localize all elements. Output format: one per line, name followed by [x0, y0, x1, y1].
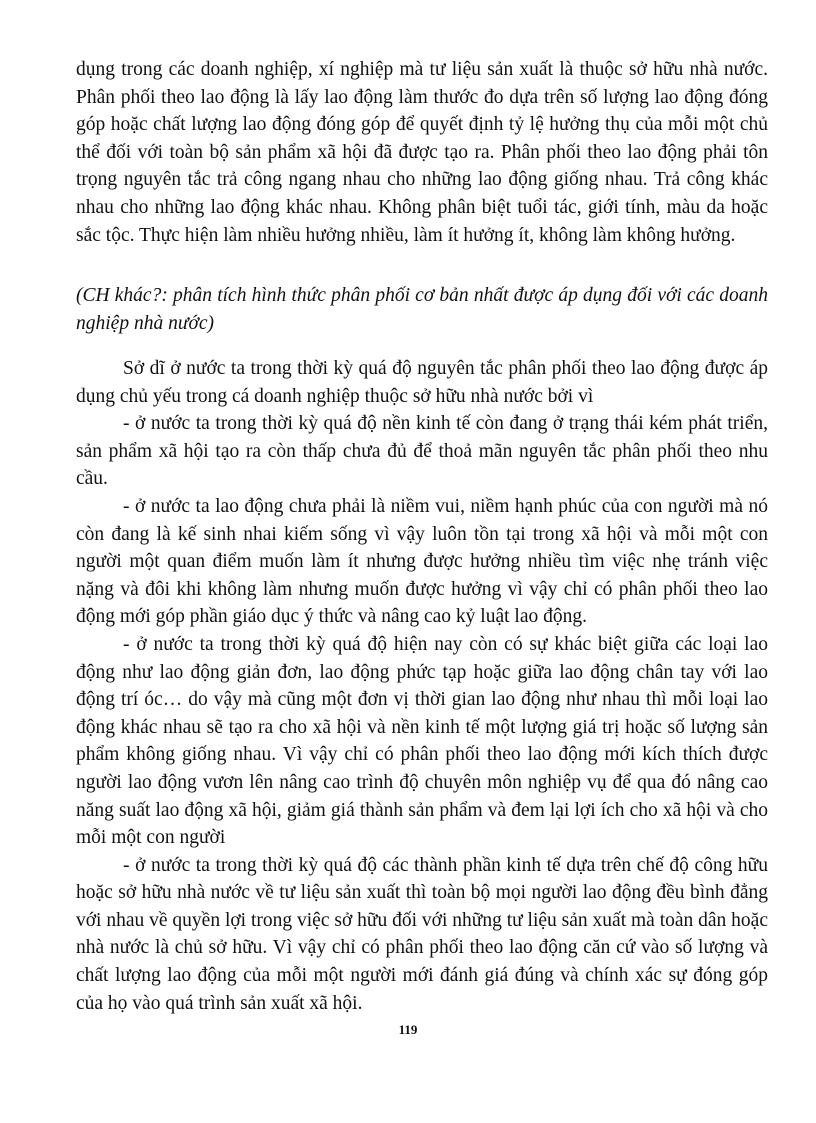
- question-text: (CH khác?: phân tích hình thức phân phối cơ bản nhất được áp dụng đối với các doanh nghiệp nhà nước): [76, 285, 768, 334]
- reason-item: - ở nước ta trong thời kỳ quá độ hiện nay còn có sự khác biệt giữa các loại lao động như lao động giản đơn, lao động phức tạp hoặc giữa lao động chân tay với lao động trí óc… do vậy mà cũng một đơn vị thời gian lao động như nhau thì mỗi loại lao động khác nhau sẽ tạo ra cho xã hội và nền kinh tế một lượng giá trị hoặc số lượng sản phẩm không giống nhau. Vì vậy chỉ có phân phối theo lao động mới kích thích được người lao động vươn lên nâng cao trình độ chuyên môn nghiệp vụ để qua đó nâng cao năng suất lao động xã hội, giảm giá thành sản phẩm và đem lại lợi ích cho xã hội và cho mỗi một con người: [76, 633, 768, 849]
- reason-item: - ở nước ta lao động chưa phải là niềm vui, niềm hạnh phúc của con người mà nó còn đang là kế sinh nhai kiếm sống vì vậy luôn tồn tại trong xã hội và mỗi một con người một quan điểm muốn làm ít nhưng được hưởng nhiều tìm việc nhẹ tránh việc nặng và đôi khi không làm nhưng muốn được hưởng vì vậy chỉ có phân phối theo lao động mới góp phần giáo dục ý thức và nâng cao kỷ luật lao động.: [76, 495, 768, 628]
- intro-paragraph: dụng trong các doanh nghiệp, xí nghiệp mà tư liệu sản xuất là thuộc sở hữu nhà nước. Phân phối theo lao động là lấy lao động làm thước đo dựa trên số lượng lao động đóng góp hoặc chất lượng lao động đóng góp để quyết định tỷ lệ hưởng thụ của mỗi một chủ thể đối với toàn bộ sản phẩm xã hội đã được tạo ra. Phân phối theo lao động phải tôn trọng nguyên tắc trả công ngang nhau cho những lao động giống nhau. Trả công khác nhau cho những lao động khác nhau. Không phân biệt tuổi tác, giới tính, màu da hoặc sắc tộc. Thực hiện làm nhiều hưởng nhiều, làm ít hưởng ít, không làm không hưởng.: [76, 59, 768, 246]
- answer-block: [76, 355, 768, 1017]
- reason-item: - ở nước ta trong thời kỳ quá độ các thành phần kinh tế dựa trên chế độ công hữu hoặc sở hữu nhà nước về tư liệu sản xuất thì toàn bộ mọi người lao động đều bình đẳng với nhau về quyền lợi trong việc sở hữu đối với những tư liệu sản xuất mà toàn dân hoặc nhà nước là chủ sở hữu. Vì vậy chỉ có phân phối theo lao động căn cứ vào số lượng và chất lượng lao động của mỗi một người mới đánh giá đúng và chính xác sự đóng góp của họ vào quá trình sản xuất xã hội.: [76, 854, 768, 1014]
- page-number: 119: [398, 1022, 418, 1037]
- question-block: [76, 282, 768, 337]
- intro-paragraph-block: [76, 56, 768, 249]
- answer-intro: Sở dĩ ở nước ta trong thời kỳ quá độ nguyên tắc phân phối theo lao động được áp dụng chủ yếu trong cá doanh nghiệp thuộc sở hữu nhà nước bởi vì: [76, 358, 768, 407]
- reason-item: - ở nước ta trong thời kỳ quá độ nền kinh tế còn đang ở trạng thái kém phát triển, sản phẩm xã hội tạo ra còn thấp chưa đủ để thoả mãn nguyên tắc phân phối theo nhu cầu.: [76, 413, 768, 490]
